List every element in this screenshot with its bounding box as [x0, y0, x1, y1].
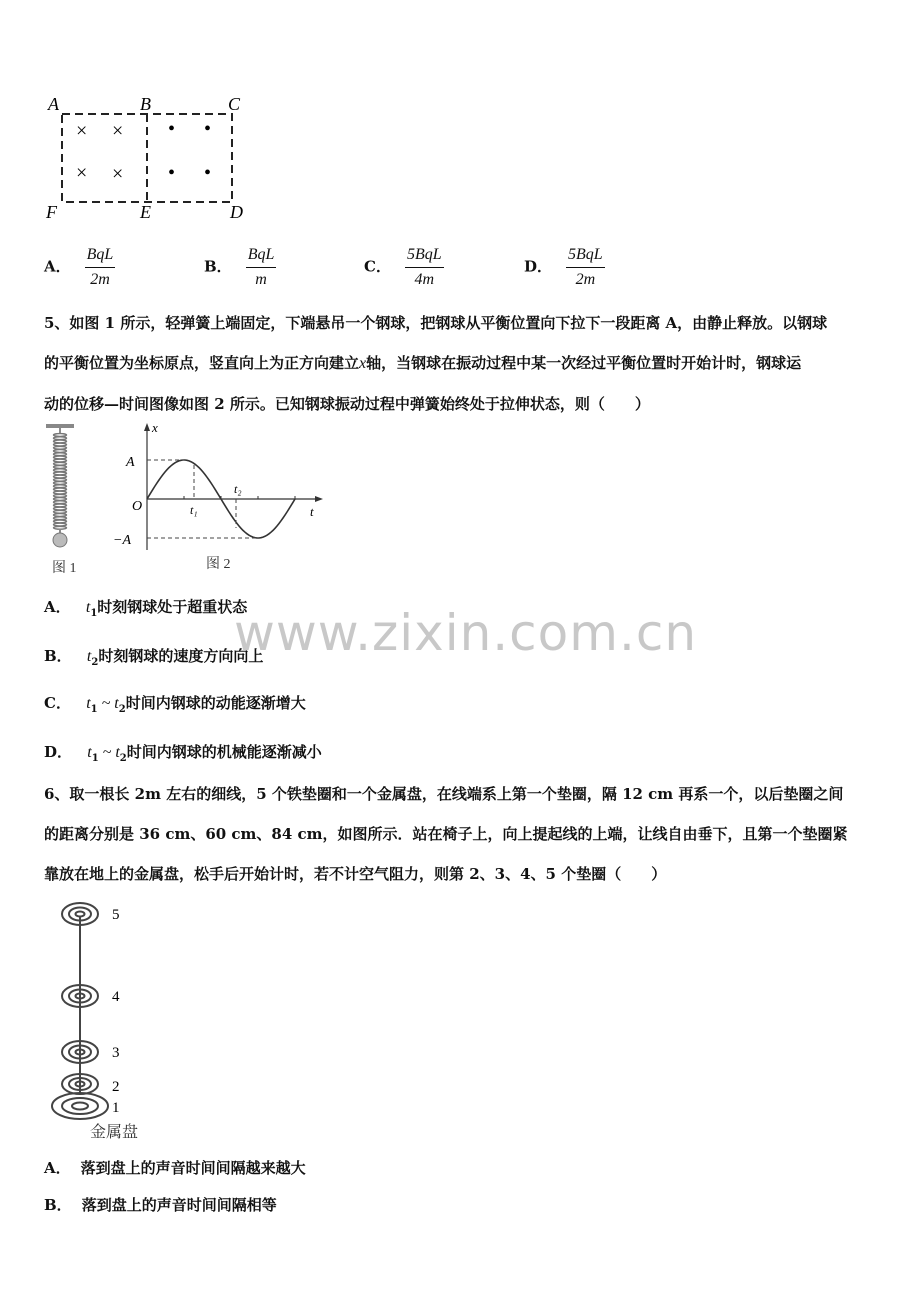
spring-coil	[54, 523, 67, 526]
washer-5-label: 5	[112, 907, 120, 923]
x-axis-label: x	[152, 420, 158, 435]
spring-coil	[54, 440, 67, 443]
spring-coil	[54, 494, 67, 497]
spring-coil	[54, 475, 67, 478]
watermark: www.zixin.com.cn	[234, 604, 698, 662]
label-C: C	[228, 94, 241, 114]
cross-mark: ×	[112, 163, 124, 185]
washer-4-label: 4	[112, 989, 120, 1005]
cross-mark: ×	[112, 120, 124, 142]
spring-coil	[54, 462, 67, 465]
displacement-time-graph	[110, 420, 330, 580]
label-F: F	[46, 202, 57, 222]
spring-coil	[54, 501, 67, 504]
neg-amplitude-label: −A	[113, 533, 131, 548]
spring-coil	[54, 526, 67, 529]
q4-option-c[interactable]: C． $\frac{\text{5BqL}}{4m}$	[364, 246, 442, 288]
t-axis-label: t	[310, 504, 314, 519]
spring-coil	[54, 459, 67, 462]
spring-coil	[54, 491, 67, 494]
q6-line-2: 的距离分别是 36 cm、60 cm、84 cm，如图所示．站在椅子上，向上提起线的上端，让线自由垂下，且第一个垫圈紧	[44, 825, 848, 843]
label-A: A	[48, 94, 59, 114]
spring-coil	[54, 510, 67, 513]
fig2-caption: 图 2	[206, 557, 231, 572]
q5-option-b[interactable]: B． $t_2$时刻钢球的速度方向向上	[44, 647, 264, 668]
q5-line-1: 5、如图 1 所示，轻弹簧上端固定，下端悬吊一个钢球，把钢球从平衡位置向下拉下一段距离 A，由静止释放。以钢球	[44, 314, 828, 332]
dot-mark: •	[204, 118, 212, 140]
cross-mark: ×	[76, 120, 88, 142]
washer-string-figure	[40, 895, 180, 1145]
spring-coil	[54, 507, 67, 510]
q4-option-d[interactable]: D． $\frac{\text{5BqL}}{2m}$	[524, 246, 603, 288]
label-D: D	[230, 202, 243, 222]
q5-line-3: 动的位移—时间图像如图 2 所示。已知钢球振动过程中弹簧始终处于拉伸状态，则（ ）	[44, 395, 650, 413]
spring-coil	[54, 450, 67, 453]
t2-label: t₂	[234, 482, 242, 496]
dot-mark: •	[168, 162, 176, 184]
washer-2-label: 2	[112, 1079, 120, 1095]
label-B: B	[140, 94, 151, 114]
q6-stem	[44, 774, 894, 894]
washer-1-label: 1	[112, 1100, 120, 1116]
q4-option-b[interactable]: B． $\frac{\text{BqL}}{m}$	[204, 246, 275, 288]
spring-coil	[54, 514, 67, 517]
spring-coil	[54, 478, 67, 481]
q6-option-b[interactable]: B． 落到盘上的声音时间间隔相等	[44, 1196, 277, 1214]
cross-mark: ×	[76, 162, 88, 184]
t1-label: t₁	[190, 503, 198, 517]
spring-coil	[54, 504, 67, 507]
washer-3-label: 3	[112, 1045, 120, 1061]
spring-coil	[54, 456, 67, 459]
q5-stem	[44, 303, 894, 424]
dot-mark: •	[204, 162, 212, 184]
amplitude-label: A	[126, 455, 135, 470]
q4-option-a[interactable]: A． $\frac{\text{BqL}}{2m}$	[44, 246, 114, 288]
metal-plate-label: 金属盘	[90, 1124, 139, 1141]
q6-line-1: 6、取一根长 2m 左右的细线，5 个铁垫圈和一个金属盘，在线端系上第一个垫圈，隔 12 cm 再系一个，以后垫圈之间	[44, 785, 844, 803]
q6-option-a[interactable]: A． 落到盘上的声音时间间隔越来越大	[44, 1159, 306, 1177]
dot-mark: •	[168, 118, 176, 140]
spring-coil	[54, 443, 67, 446]
spring-coil	[54, 437, 67, 440]
q5-line-2: 的平衡位置为坐标原点，竖直向上为正方向建立x轴，当钢球在振动过程中某一次经过平衡位置时开始计时，钢球运	[44, 354, 802, 372]
spring-coil	[54, 434, 67, 437]
q6-line-3: 靠放在地上的金属盘，松手后开始计时，若不计空气阻力，则第 2、3、4、5 个垫圈（ ）	[44, 865, 667, 883]
spring-coil	[54, 520, 67, 523]
q5-option-a[interactable]: A． $t_1$时刻钢球处于超重状态	[44, 598, 248, 619]
origin-label: O	[132, 499, 143, 514]
spring-coil	[54, 453, 67, 456]
spring-coil	[54, 466, 67, 469]
fig1-caption: 图 1	[52, 561, 77, 576]
spring-coil	[54, 469, 67, 472]
q5-option-d[interactable]: D． $t_1$ ~ $t_2$时间内钢球的机械能逐渐减小	[44, 743, 322, 764]
magnetic-field-figure	[40, 90, 260, 225]
label-E: E	[140, 202, 151, 222]
spring-coil	[54, 517, 67, 520]
spring-coil	[54, 488, 67, 491]
spring-coil	[54, 446, 67, 449]
spring-coil	[54, 482, 67, 485]
spring-figure	[40, 420, 90, 580]
spring-coil	[54, 498, 67, 501]
spring-coil	[54, 485, 67, 488]
spring-coil	[54, 472, 67, 475]
q5-option-c[interactable]: C． $t_1$ ~ $t_2$时间内钢球的动能逐渐增大	[44, 694, 306, 715]
